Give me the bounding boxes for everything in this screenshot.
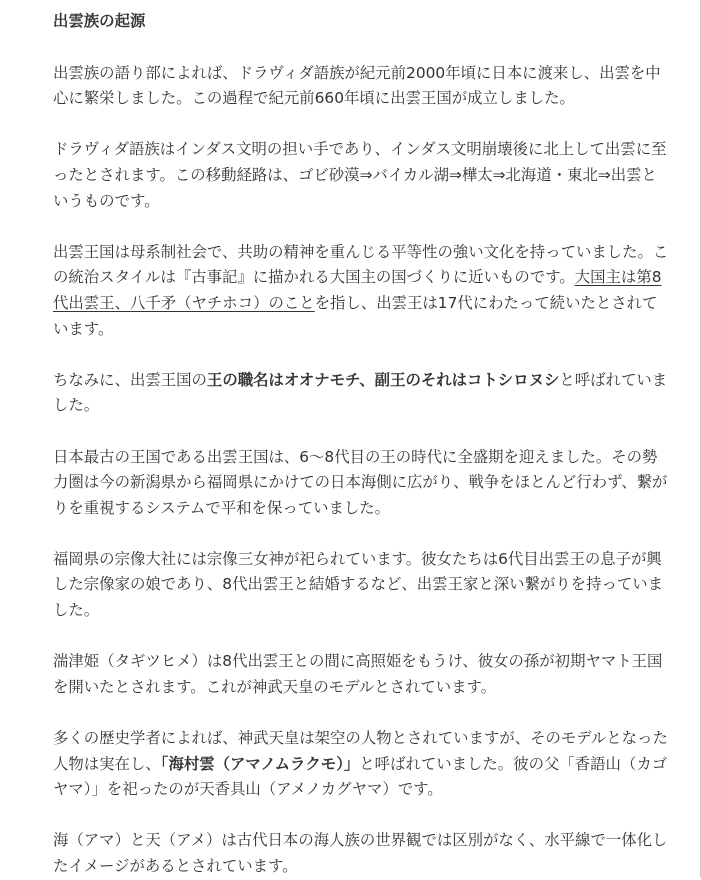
text-segment: と呼ばれていました。彼の父「香語山（カゴヤマ）」を祀ったのが天香具山（アメノカグヤマ）です。 — [53, 754, 668, 799]
bold-text: 「海村雲（アマノムラクモ）」 — [160, 754, 360, 773]
paragraph-jimmu-model — [53, 726, 671, 803]
text-segment: と呼ばれていました。 — [53, 370, 668, 415]
text-segment: ちなみに、出雲王国の — [53, 370, 207, 389]
paragraph-migration-route: ドラヴィダ語族はインダス文明の担い手であり、インダス文明崩壊後に北上して出雲に至ったとされます。この移動経路は、ゴビ砂漠⇒バイカル湖⇒樺太⇒北海道・東北⇒出雲というものです。 — [53, 140, 667, 210]
paragraph-king-titles — [53, 368, 671, 419]
bold-text: 王の職名はオオナモチ、副王のそれはコトシロヌシ — [206, 370, 560, 389]
text-segment: を指し、出雲王は17代にわたって続いたとされています。 — [53, 293, 658, 338]
paragraph-munakata-goddesses: 福岡県の宗像大社には宗像三女神が祀られています。彼女たちは6代目出雲王の息子が興した宗像家の娘であり、8代出雲王と結婚するなど、出雲王家と深い繋がりを持っていました。 — [53, 549, 664, 620]
paragraph-sea-and-heaven: 海（アマ）と天（アメ）は古代日本の海人族の世界観では区別がなく、水平線で一体化したイメージがあるとされています。 — [53, 831, 668, 875]
article-heading: 出雲族の起源 — [53, 12, 146, 30]
article-body — [53, 9, 671, 880]
paragraph-tagitsuhime: 湍津姫（タギツヒメ）は8代出雲王との間に高照姫をもうけ、彼女の孫が初期ヤマト王国を開いたとされます。これが神武天皇のモデルとされています。 — [53, 652, 663, 696]
paragraph-matrilineal-society — [53, 240, 671, 342]
underlined-text: 大国主は第8代出雲王、八千矛（ヤチホコ）のこと — [53, 268, 662, 312]
text-segment: 多くの歴史学者によれば、神武天皇は架空の人物とされていますが、そのモデルとなった人物は実在し、 — [53, 729, 668, 773]
paragraph-izumo-origin: 出雲族の語り部によれば、ドラヴィダ語族が紀元前2000年頃に日本に渡来し、出雲を中心に繁栄しました。この過程で紀元前660年頃に出雲王国が成立しました。 — [53, 63, 661, 108]
text-segment: 出雲王国は母系制社会で、共助の精神を重んじる平等性の強い文化を持っていました。この統治スタイルは『古事記』に描かれる大国主の国づくりに近いものです。 — [53, 242, 669, 287]
paragraph-golden-age: 日本最古の王国である出雲王国は、6〜8代目の王の時代に全盛期を迎えました。その勢力圏は今の新潟県から福岡県にかけての日本海側に広がり、戦争をほとんど行わず、繋がりを重視するシステムで平和を保っていました。 — [53, 447, 668, 517]
